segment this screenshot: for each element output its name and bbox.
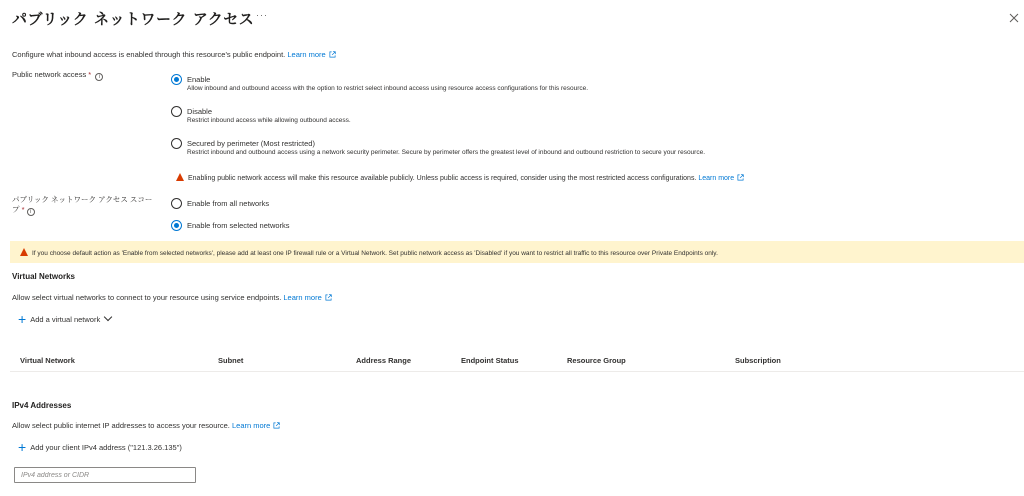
column-header[interactable]: Address Range xyxy=(356,356,412,365)
virtual-networks-description: Allow select virtual networks to connect to your resource using service endpoints. Learn more xyxy=(12,293,332,302)
intro-learn-more-link[interactable]: Learn more xyxy=(287,50,335,59)
info-icon[interactable]: i xyxy=(27,208,35,216)
add-client-ip-button[interactable]: + Add your client IPv4 address ("121.3.26.135") xyxy=(18,439,182,455)
blade-header xyxy=(12,6,1024,32)
radio-selected-networks-label: Enable from selected networks xyxy=(187,221,290,230)
warning-banner xyxy=(10,241,1024,263)
virtual-networks-learn-more-link[interactable]: Learn more xyxy=(283,293,331,302)
public-access-warning xyxy=(176,173,744,182)
virtual-networks-table-header xyxy=(10,350,1024,372)
intro-description: Configure what inbound access is enabled through this resource's public endpoint. xyxy=(12,50,286,59)
warning-icon xyxy=(20,248,28,256)
add-virtual-network-button[interactable]: + Add a virtual network xyxy=(18,314,111,324)
column-header[interactable]: Subscription xyxy=(735,356,781,365)
ipv4-learn-more-link[interactable]: Learn more xyxy=(232,421,280,430)
external-link-icon xyxy=(325,294,332,301)
column-header[interactable]: Resource Group xyxy=(567,356,626,365)
banner-text: If you choose default action as 'Enable from selected networks', please add at least one IP firewall rule or a Virtual Network. Set public network access as 'Disabled' if you want to restrict all traffic to this resource over Private Endpoints only. xyxy=(32,250,718,257)
page-title: パブリック ネットワーク アクセス xyxy=(12,10,255,28)
column-header[interactable]: Virtual Network xyxy=(20,356,75,365)
external-link-icon xyxy=(273,422,280,429)
radio-secured-label: Secured by perimeter (Most restricted) xyxy=(187,139,315,148)
radio-disable-label: Disable xyxy=(187,107,213,116)
plus-icon: + xyxy=(18,311,27,327)
radio-button-checked[interactable] xyxy=(171,220,182,231)
external-link-icon xyxy=(329,51,336,58)
radio-button[interactable] xyxy=(171,106,182,117)
warning-text: Enabling public network access will make this resource available publicly. Unless public access is required, consider using the most restricted access configurations. xyxy=(188,175,697,182)
close-icon[interactable] xyxy=(1008,12,1020,24)
radio-button[interactable] xyxy=(171,198,182,209)
ipv4-description: Allow select public internet IP addresses to access your resource. Learn more xyxy=(12,421,280,430)
radio-all-networks-label: Enable from all networks xyxy=(187,199,270,208)
external-link-icon xyxy=(737,174,744,181)
radio-disable-description: Restrict inbound access while allowing outbound access. xyxy=(187,117,351,124)
warning-icon xyxy=(176,173,184,181)
chevron-down-icon xyxy=(104,313,112,321)
column-header[interactable]: Subnet xyxy=(218,356,244,365)
radio-button-checked[interactable] xyxy=(171,74,182,85)
public-network-access-label: Public network access * i xyxy=(12,70,103,81)
virtual-networks-heading: Virtual Networks xyxy=(12,272,75,281)
ipv4-heading: IPv4 Addresses xyxy=(12,401,72,410)
intro-text xyxy=(12,50,336,59)
more-options-button[interactable]: ··· xyxy=(256,10,268,20)
column-header[interactable]: Endpoint Status xyxy=(461,356,519,365)
radio-enable-label: Enable xyxy=(187,75,211,84)
radio-button[interactable] xyxy=(171,138,182,149)
plus-icon: + xyxy=(18,439,27,455)
radio-secured-description: Restrict inbound and outbound access using a network security perimeter. Secure by perimeter offers the greatest level of inbound and outbound restriction to secure your resource. xyxy=(187,149,706,156)
warning-learn-more-link[interactable]: Learn more xyxy=(698,175,744,182)
access-scope-label: パブリック ネットワーク アクセス スコー プ * i xyxy=(12,195,153,215)
info-icon[interactable]: i xyxy=(95,73,103,81)
radio-enable-description: Allow inbound and outbound access with the option to restrict select inbound access using resource access configurations for this resource. xyxy=(187,85,589,92)
ipv4-address-input[interactable] xyxy=(14,467,196,483)
